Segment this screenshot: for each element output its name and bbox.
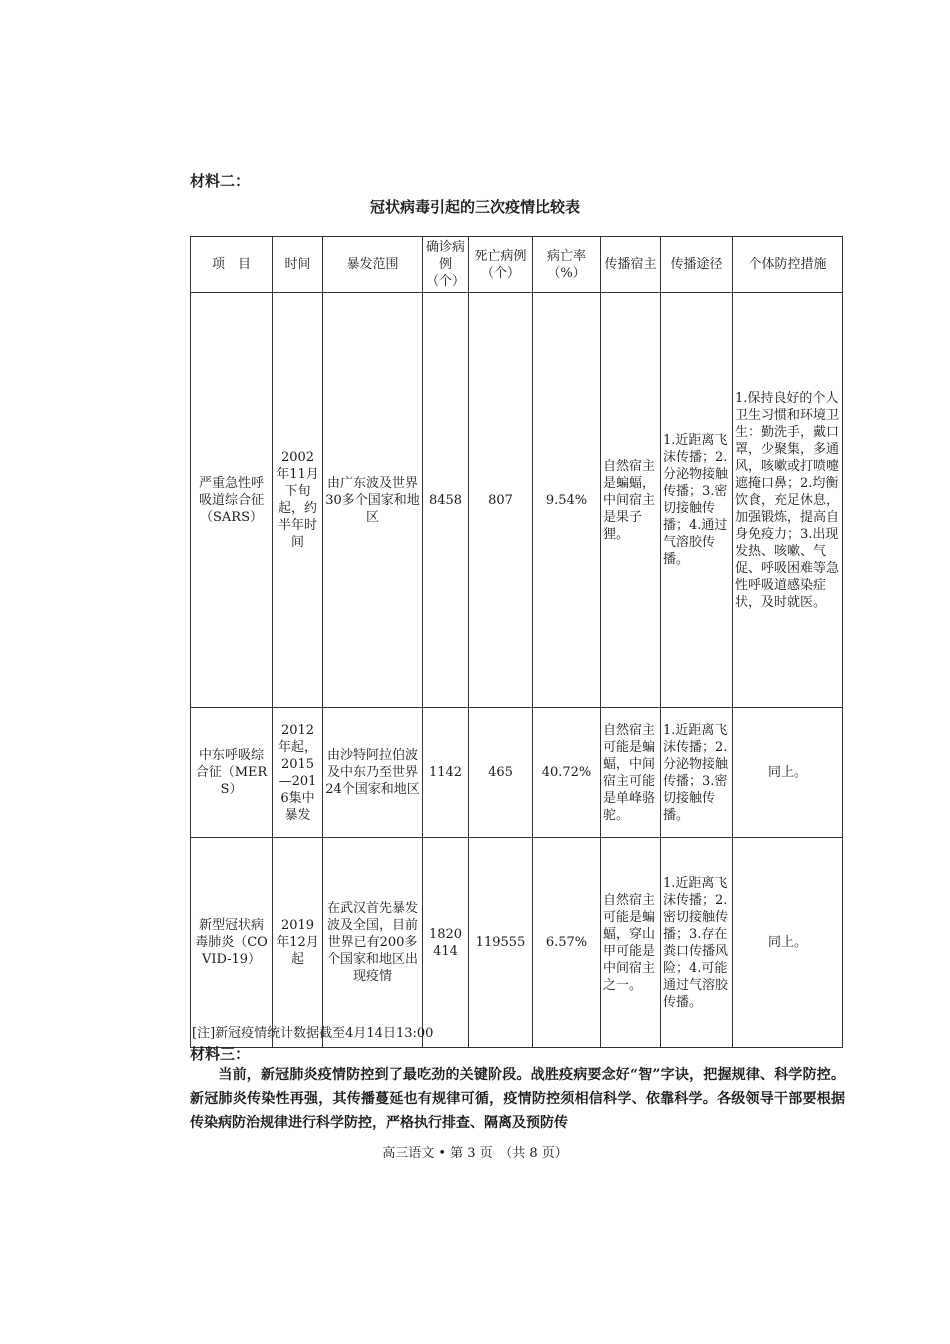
header-measures: 个体防控措施 xyxy=(733,237,843,293)
header-rate: 病亡率（%） xyxy=(533,237,601,293)
cell-scope: 由广东波及世界30多个国家和地区 xyxy=(323,293,423,708)
cell-measures: 1.保持良好的个人卫生习惯和环境卫生：勤洗手，戴口罩，少聚集，多通风，咳嗽或打喷嚏遮掩口鼻；2.均衡饮食，充足休息，加强锻炼，提高自身免疫力；3.出现发热、咳嗽、气促、呼吸困难等急性呼吸道感染症状，及时就医。 xyxy=(733,293,843,708)
cell-host: 自然宿主是蝙蝠，中间宿主是果子狸。 xyxy=(601,293,661,708)
table-note: [注]新冠疫情统计数据截至4月14日13:00 xyxy=(192,1026,434,1041)
cell-deaths: 119555 xyxy=(469,838,533,1048)
cell-item: 严重急性呼吸道综合征（SARS） xyxy=(191,293,273,708)
cell-route: 1.近距离飞沫传播；2.分泌物接触传播；3.密切接触传播。 xyxy=(661,708,733,838)
header-route: 传播途径 xyxy=(661,237,733,293)
table-title: 冠状病毒引起的三次疫情比较表 xyxy=(369,198,580,216)
cell-host: 自然宿主可能是蝙蝠，穿山甲可能是中间宿主之一。 xyxy=(601,838,661,1048)
cell-route: 1.近距离飞沫传播；2.密切接触传播；3.存在粪口传播风险；4.可能通过气溶胶传播。 xyxy=(661,838,733,1048)
cell-rate: 40.72% xyxy=(533,708,601,838)
cell-confirmed: 1142 xyxy=(423,708,469,838)
cell-confirmed: 8458 xyxy=(423,293,469,708)
material-3-paragraph xyxy=(190,1063,845,1135)
cell-host: 自然宿主可能是蝙蝠，中间宿主可能是单峰骆驼。 xyxy=(601,708,661,838)
section-heading-material-2: 材料二： xyxy=(190,172,251,190)
page-footer: 高三语文 • 第 3 页 （共 8 页） xyxy=(382,1146,568,1161)
cell-confirmed: 1820414 xyxy=(423,838,469,1048)
cell-rate: 6.57% xyxy=(533,838,601,1048)
section-heading-material-3: 材料三： xyxy=(190,1045,251,1063)
header-deaths: 死亡病例（个） xyxy=(469,237,533,293)
paragraph-text: 当前，新冠肺炎疫情防控到了最吃劲的关键阶段。战胜疫病要念好“智”字诀，把握规律、科学防控。新冠肺炎传染性再强，其传播蔓延也有规律可循，疫情防控须相信科学、依靠科学。各级领导干部要根据传染病防治规律进行科学防控，严格执行排查、隔离及预防传 xyxy=(190,1067,845,1131)
cell-rate: 9.54% xyxy=(533,293,601,708)
cell-time: 2002年11月下旬起，约半年时间 xyxy=(273,293,323,708)
cell-deaths: 807 xyxy=(469,293,533,708)
cell-time: 2019年12月起 xyxy=(273,838,323,1048)
cell-item: 中东呼吸综合征（MERS） xyxy=(191,708,273,838)
table-row-covid xyxy=(191,838,843,1048)
cell-scope: 由沙特阿拉伯波及中东乃至世界24个国家和地区 xyxy=(323,708,423,838)
cell-time: 2012年起，2015—2016集中暴发 xyxy=(273,708,323,838)
cell-measures: 同上。 xyxy=(733,708,843,838)
cell-measures: 同上。 xyxy=(733,838,843,1048)
cell-item: 新型冠状病毒肺炎（COVID-19） xyxy=(191,838,273,1048)
header-confirmed: 确诊病例（个） xyxy=(423,237,469,293)
table-row-mers xyxy=(191,708,843,838)
cell-deaths: 465 xyxy=(469,708,533,838)
header-scope: 暴发范围 xyxy=(323,237,423,293)
cell-route: 1.近距离飞沫传播；2.分泌物接触传播；3.密切接触传播；4.通过气溶胶传播。 xyxy=(661,293,733,708)
header-time: 时间 xyxy=(273,237,323,293)
table-header-row xyxy=(191,237,843,293)
cell-scope: 在武汉首先暴发波及全国，目前世界已有200多个国家和地区出现疫情 xyxy=(323,838,423,1048)
comparison-table xyxy=(190,236,843,1048)
table-row-sars xyxy=(191,293,843,708)
header-item: 项 目 xyxy=(191,237,273,293)
header-host: 传播宿主 xyxy=(601,237,661,293)
